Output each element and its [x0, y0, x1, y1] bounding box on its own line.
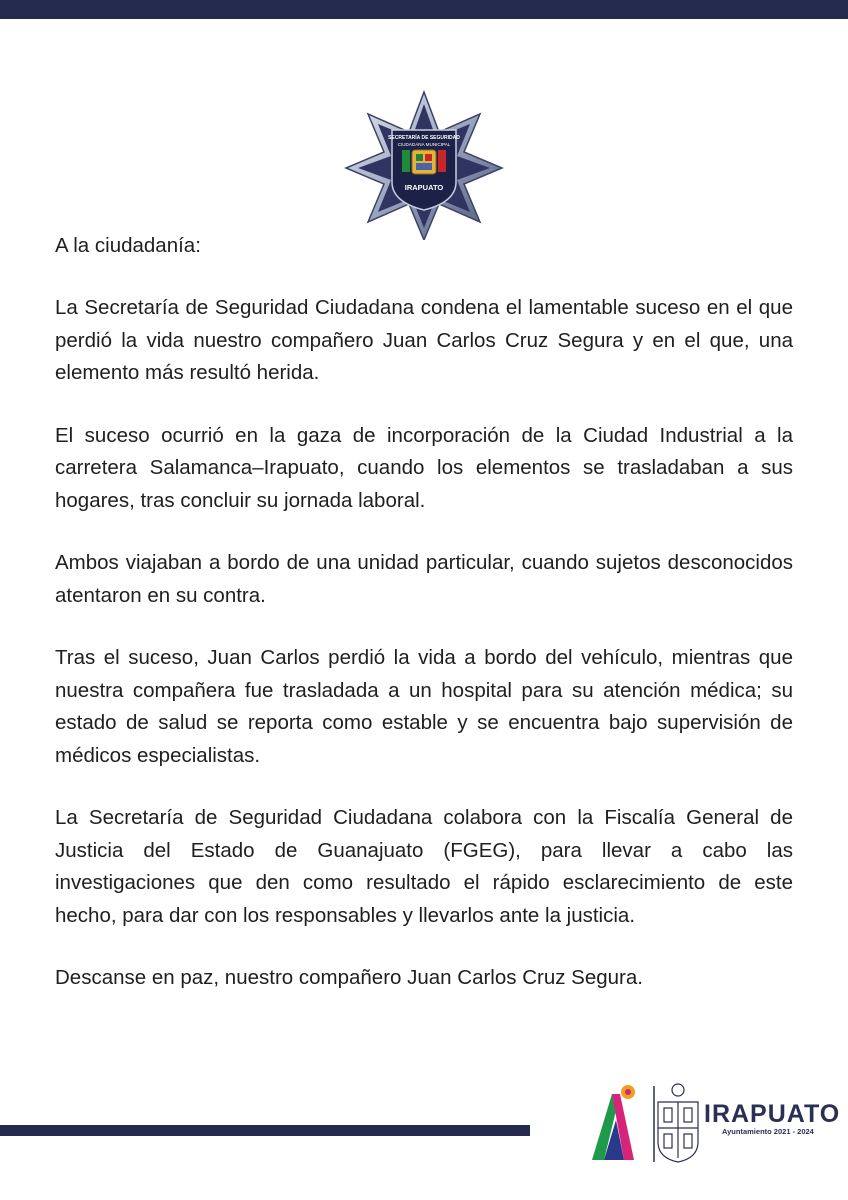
footer-subtitle: Ayuntamiento 2021 - 2024 [722, 1127, 814, 1136]
letter-body [55, 292, 793, 1025]
paragraph-2: El suceso ocurrió en la gaza de incorporación de la Ciudad Industrial a la carretera Salamanca–Irapuato, cuando los elementos se trasladaban a sus hogares, tras concluir su jornada laboral. [55, 423, 793, 512]
badge-city: IRAPUATO [404, 183, 444, 192]
top-banner-bar [0, 0, 848, 19]
badge-line1: SECRETARÍA DE SEGURIDAD [388, 135, 460, 141]
badge-line2: CIUDADANA MUNICIPAL [397, 142, 451, 147]
paragraph-1: La Secretaría de Seguridad Ciudadana condena el lamentable suceso en el que perdió la vida nuestro compañero Juan Carlos Cruz Segura y en el que, una elemento más resultó herida. [55, 296, 793, 384]
footer-brand: IRAPUATO [704, 1100, 841, 1128]
paragraph-5: La Secretaría de Seguridad Ciudadana colabora con la Fiscalía General de Justicia del Estado de Guanajuato (FGEG), para llevar a cabo las investigaciones que den como resultado el rápido esclarecimiento de este hecho, para dar con los responsables y llevarlos ante la justicia. [55, 806, 793, 927]
paragraph-4: Tras el suceso, Juan Carlos perdió la vida a bordo del vehículo, mientras que nuestra compañera fue trasladada a un hospital para su atención médica; su estado de salud se reporta como estable y se encuentra bajo supervisión de médicos especialistas. [55, 646, 793, 767]
salutation: A la ciudadanía: [55, 234, 201, 257]
paragraph-3: Ambos viajaban a bordo de una unidad particular, cuando sujetos desconocidos atentaron en su contra. [55, 551, 793, 607]
municipal-a-logo [592, 1085, 635, 1160]
irapuato-crest-icon [658, 1084, 698, 1162]
bottom-banner-bar [0, 1125, 530, 1136]
paragraph-6: Descanse en paz, nuestro compañero Juan Carlos Cruz Segura. [55, 966, 643, 989]
police-badge-logo [344, 90, 504, 240]
